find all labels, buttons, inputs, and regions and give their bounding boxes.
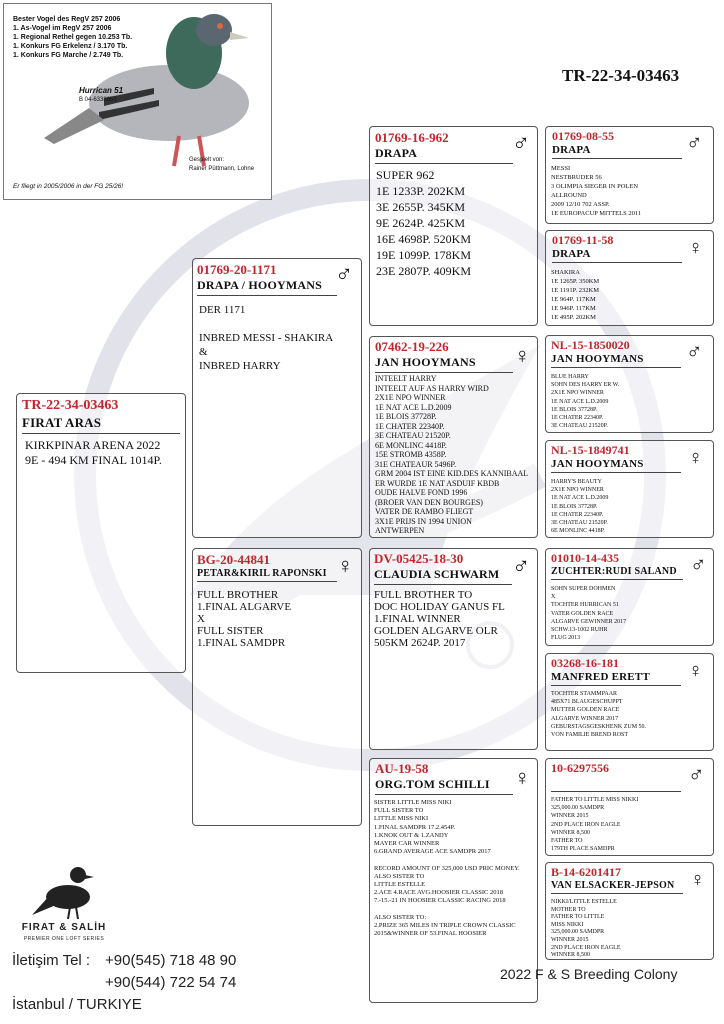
card-owner: ORG.TOM SCHILLI [375, 777, 513, 795]
card-notes: SOHN SUPER DOHMEN X TOCHTER HURRICAN 51 VATER GOLDEN RACE ALGARVE GEWINNER 2017 SCHW.13-1002 RUHR FLUG 2013 [551, 586, 627, 642]
card-owner [551, 776, 681, 792]
male-icon: ♂ [335, 262, 353, 288]
card-dam[interactable] [192, 548, 362, 826]
card-great-grandparent[interactable] [545, 230, 714, 326]
card-notes: MESSI NESTBRUDER 56 3 OLIMPIA SIEGER IN POLEN ALLROUND 2009 12/10 702 ASSP. 1E EUROPACUP MITTELS 2011 [551, 165, 642, 217]
header-ring-number: TR-22-34-03463 [562, 66, 680, 85]
card-owner: DRAPA / HOOYMANS [197, 278, 337, 296]
card-notes: NIKKI/LITTLE ESTELLE MOTHER TO FATHER TO LITTLE MISS NIKKI 325,000.00 SAMDPR WINNER 2015 2ND PLACE IRON EAGLE WINNER 8,500 [551, 899, 621, 959]
card-subject[interactable] [16, 393, 186, 673]
phone-1[interactable]: +90(545) 718 48 90 [105, 952, 237, 969]
male-icon: ♂ [688, 762, 705, 787]
card-ring: 03268-16-181 [551, 656, 619, 670]
flight-note: Er fliegt in 2005/2006 in der FG 25/26! [13, 183, 124, 190]
male-icon: ♂ [690, 552, 707, 577]
card-ring: 01769-16-962 [375, 130, 449, 145]
card-great-grandparent[interactable] [545, 440, 714, 538]
card-ring: NL-15-1849741 [551, 443, 630, 457]
female-icon: ♀ [514, 343, 531, 368]
city: İstanbul / TURKIYE [12, 996, 142, 1013]
card-owner: JAN HOOYMANS [375, 355, 513, 373]
card-owner: VAN ELSACKER-JEPSON [551, 880, 683, 894]
card-notes: HARRY'S BEAUTY 2X1E NPO WINNER 1E NAT ACE L.D.2009 1E BLOIS 37728P. 1E CHATER 22340P. 3E CHATEAU 21520P. 6E MONLINC 4418P. [551, 479, 609, 535]
card-notes: TOCHTER STAMMPAAR 485X71 BLAUGESCHUPPT MUTTER GOLDEN RACE ALGARVE WINNER 2017 GEBURSTAGSGESKHENK ZUM 50. VON FAMILIE BREND ROST [551, 691, 647, 739]
card-ring: NL-15-1850020 [551, 338, 630, 352]
card-ring: 10-6297556 [551, 761, 609, 775]
bird-name: Hurrican 51 [79, 86, 124, 95]
card-ring: TR-22-34-03463 [22, 398, 119, 413]
female-icon: ♀ [688, 447, 703, 469]
card-notes: KIRKPINAR ARENA 2022 9E - 494 KM FINAL 1014P. [25, 438, 162, 467]
card-notes: FULL BROTHER TO DOC HOLIDAY GANUS FL 1.FINAL WINNER GOLDEN ALGARVE OLR 505KM 2624P. 2017 [374, 589, 505, 649]
card-ring: BG-20-44841 [197, 552, 270, 567]
card-notes: SISTER LITTLE MISS NIKI FULL SISTER TO LITTLE MISS NIKI 1.FINAL SAMDPR 17.2.454P. 1.KNOK OUT & 1.ZANDY MAYER CAR WINNER 6.GRAND AVERAGE ACE SAMDPR 2017 RECORD AMOUNT OF 325,000 USD PRIC MONEY. ALSO SISTER TO LITTLE ESTELLE 2.ACE 4.RACE AVG.HOOSIER CLASSIC 2018 7.-15.-21 IN HOOSIER CLASSIC RACING 2018 ALSO SISTER TO: 2.PRIZE 365 MILES IN TRIPLE CROWN CLASSIC 2015&WINNER OF 53.FINAL HOOSIER [374, 799, 520, 938]
card-notes: BLUE HARRY SOHN DES HARRY ER W. 2X1E NPO WINNER 1E NAT ACE L.D.2009 1E BLOIS 37728P. 1E CHATER 22340P. 3E CHATEAU 21520P. [551, 374, 620, 430]
male-icon: ♂ [686, 339, 703, 364]
card-ring: 01010-14-435 [551, 551, 619, 565]
card-owner: FIRAT ARAS [22, 415, 180, 434]
card-ring: AU-19-58 [375, 761, 429, 776]
card-notes: SHAKIRA 1E 1265P. 350KM 1E 1191P. 232KM 1E 964P. 117KM 1E 946P. 117KM 1E 495P. 202KM [551, 269, 600, 321]
card-owner: PETAR&KIRIL RAPONSKI [197, 568, 337, 582]
card-ring: 01769-11-58 [552, 233, 614, 247]
card-great-grandparent[interactable] [545, 126, 714, 224]
brand-subtitle: PREMIER ONE LOFT SERIES [23, 936, 105, 942]
card-ring: 01769-20-1171 [197, 262, 277, 277]
card-owner: CLAUDIA SCHWARM [374, 567, 512, 585]
card-great-grandparent[interactable] [545, 862, 714, 960]
male-icon: ♂ [512, 131, 530, 157]
card-owner: JAN HOOYMANS [551, 458, 681, 473]
card-owner: DRAPA [552, 144, 682, 159]
photo-caption: Bester Vogel des RegV 257 2006 1. As-Vogel im RegV 257 2006 1. Regional Rethel gegen 10.253 Tb. 1. Konkurs FG Erkelenz / 3.170 Tb. 1. Konkurs FG Marche / 2.749 Tb. [13, 16, 133, 59]
bird-photo-panel [3, 3, 272, 200]
male-icon: ♂ [686, 130, 703, 155]
card-notes: INTEELT HARRY INTEELT AUF AS HARRY WIRD 2X1E NPO WINNER 1E NAT ACE L.D.2009 1E BLOIS 37728P. 1E CHATER 22340P. 3E CHATEAU 21520P. 6E MONLINC 4418P. 15E STROMB 4358P. 31E CHATEAUR 5496P. GRM 2004 IST EINE KID.DES KANNIBAAL ER WURDE 1E NAT ASDUIF KBDB OUDE HALVE FOND 1996 (BROER VAN DEN BOURGES) VATER DE RAMBO FLIEGT 3X1E PRIJS IN 1994 UNION ANTWERPEN [375, 374, 529, 535]
card-sire[interactable] [192, 258, 362, 538]
card-great-grandparent[interactable] [545, 653, 714, 751]
male-icon: ♂ [512, 554, 530, 580]
contact-label: İletişim Tel : [12, 952, 91, 969]
card-owner: JAN HOOYMANS [551, 353, 681, 368]
card-great-grandparent[interactable] [545, 548, 714, 646]
card-notes: FULL BROTHER 1.FINAL ALGARVE X FULL SISTER 1.FINAL SAMDPR [197, 589, 292, 649]
female-icon: ♀ [514, 765, 531, 790]
card-ring: 07462-19-226 [375, 339, 449, 354]
female-icon: ♀ [337, 553, 354, 578]
gespielt-von: Gespielt von: Rainer Püttmann, Lohne [189, 157, 255, 172]
card-ring: DV-05425-18-30 [374, 551, 464, 566]
brand-pigeon-logo [30, 845, 100, 925]
card-grandparent[interactable] [369, 126, 538, 326]
card-great-grandparent[interactable] [545, 335, 714, 433]
card-owner: MANFRED ERETT [551, 671, 681, 686]
card-great-grandparent[interactable] [545, 758, 714, 856]
card-owner: DRAPA [552, 248, 682, 263]
card-notes: FATHER TO LITTLE MISS NIKKI 325,000.00 SAMDPR WINNER 2015 2ND PLACE IRON EAGLE WINNER 8,500 FATHER TO 179TH PLACE SAMDPR [551, 797, 639, 853]
bird-ring: B 04-6338651 [79, 97, 117, 103]
female-icon: ♀ [690, 869, 705, 891]
female-icon: ♀ [688, 237, 703, 259]
card-ring: B-14-6201417 [551, 865, 621, 879]
phone-2[interactable]: +90(544) 722 54 74 [105, 974, 237, 991]
card-grandparent[interactable] [369, 336, 538, 538]
card-owner: ZUCHTER:RUDI SALAND [551, 566, 683, 580]
card-ring: 01769-08-55 [552, 129, 614, 143]
card-owner: DRAPA [375, 146, 513, 164]
brand-name: FIRAT & SALİH [21, 922, 107, 933]
breeding-colony: 2022 F & S Breeding Colony [500, 966, 678, 982]
card-notes: DER 1171 INBRED MESSI - SHAKIRA & INBRED HARRY [199, 304, 334, 372]
female-icon: ♀ [688, 660, 703, 682]
card-grandparent[interactable] [369, 548, 538, 750]
card-notes: SUPER 962 1E 1233P. 202KM 3E 2655P. 345KM 9E 2624P. 425KM 16E 4698P. 520KM 19E 1099P. 178KM 23E 2807P. 409KM [376, 168, 472, 278]
